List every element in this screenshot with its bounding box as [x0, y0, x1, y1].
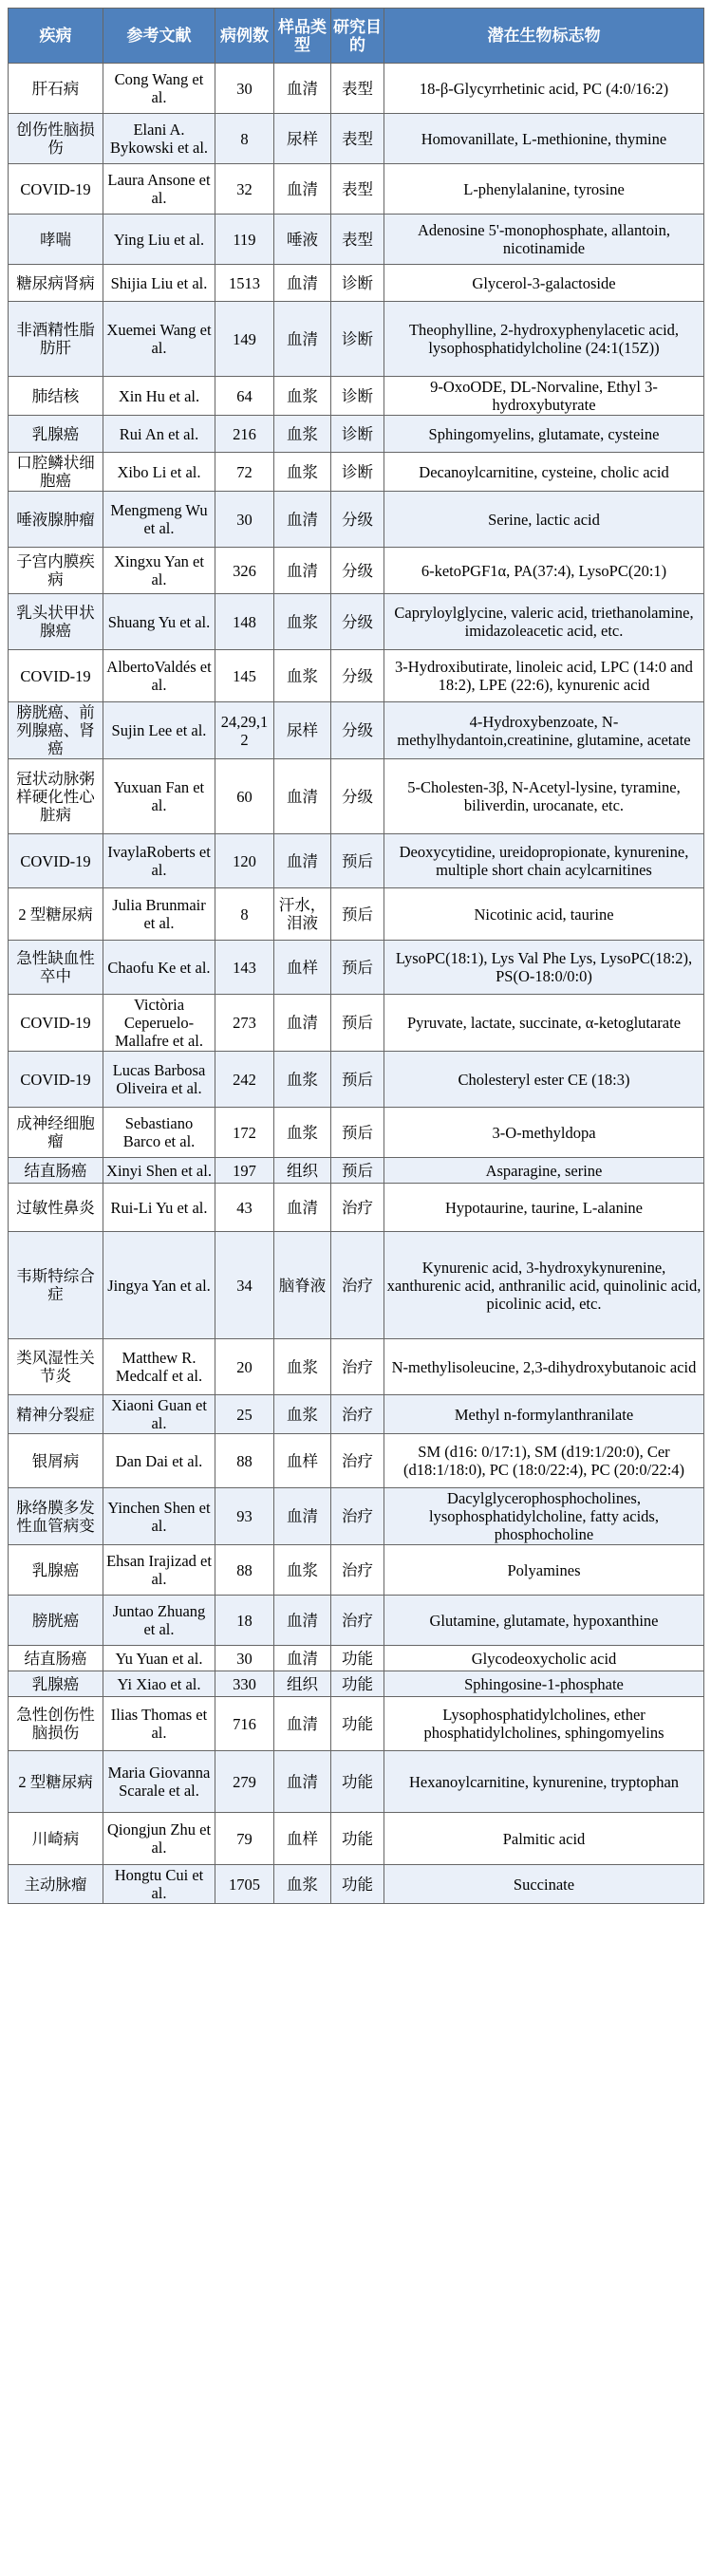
- table-row: [9, 548, 704, 594]
- cell-sample-type: 血浆: [274, 1395, 331, 1434]
- table-row: [9, 1596, 704, 1646]
- cell-sample-type: 血清: [274, 1596, 331, 1646]
- cell-disease: 膀胱癌、前列腺癌、肾癌: [9, 702, 103, 759]
- cell-biomarkers: Glycodeoxycholic acid: [384, 1646, 704, 1671]
- cell-case-count: 172: [215, 1108, 274, 1158]
- cell-purpose: 分级: [331, 650, 384, 702]
- cell-reference: Chaofu Ke et al.: [103, 941, 215, 995]
- table-row: [9, 114, 704, 164]
- cell-disease: 精神分裂症: [9, 1395, 103, 1434]
- cell-purpose: 治疗: [331, 1596, 384, 1646]
- cell-purpose: 治疗: [331, 1395, 384, 1434]
- cell-sample-type: 血浆: [274, 1545, 331, 1596]
- cell-case-count: 326: [215, 548, 274, 594]
- cell-biomarkers: Nicotinic acid, taurine: [384, 888, 704, 941]
- cell-sample-type: 唾液: [274, 215, 331, 265]
- cell-biomarkers: L-phenylalanine, tyrosine: [384, 164, 704, 215]
- cell-case-count: 79: [215, 1813, 274, 1865]
- cell-reference: Victòria Ceperuelo-Mallafre et al.: [103, 995, 215, 1052]
- cell-disease: 类风湿性关节炎: [9, 1339, 103, 1395]
- cell-case-count: 60: [215, 759, 274, 834]
- cell-reference: Jingya Yan et al.: [103, 1232, 215, 1339]
- cell-reference: Xin Hu et al.: [103, 377, 215, 416]
- cell-purpose: 诊断: [331, 302, 384, 377]
- cell-purpose: 功能: [331, 1865, 384, 1904]
- cell-sample-type: 血浆: [274, 650, 331, 702]
- cell-biomarkers: Theophylline, 2-hydroxyphenylacetic acid, lysophosphatidylcholine (24:1(15Z)): [384, 302, 704, 377]
- cell-disease: 子宫内膜疾病: [9, 548, 103, 594]
- cell-reference: Juntao Zhuang et al.: [103, 1596, 215, 1646]
- header-reference: 参考文献: [103, 9, 215, 64]
- cell-sample-type: 血清: [274, 265, 331, 302]
- cell-case-count: 279: [215, 1751, 274, 1813]
- cell-sample-type: 尿样: [274, 114, 331, 164]
- cell-sample-type: 血清: [274, 492, 331, 548]
- cell-purpose: 治疗: [331, 1339, 384, 1395]
- cell-biomarkers: Kynurenic acid, 3-hydroxykynurenine, xanthurenic acid, anthranilic acid, quinolinic acid, picolinic acid, etc.: [384, 1232, 704, 1339]
- cell-disease: COVID-19: [9, 1052, 103, 1108]
- cell-biomarkers: 9-OxoODE, DL-Norvaline, Ethyl 3-hydroxybutyrate: [384, 377, 704, 416]
- cell-sample-type: 血浆: [274, 416, 331, 453]
- cell-reference: Qiongjun Zhu et al.: [103, 1813, 215, 1865]
- table-row: [9, 1158, 704, 1184]
- cell-case-count: 93: [215, 1488, 274, 1545]
- cell-purpose: 治疗: [331, 1184, 384, 1232]
- cell-disease: 主动脉瘤: [9, 1865, 103, 1904]
- cell-purpose: 功能: [331, 1646, 384, 1671]
- cell-disease: 2 型糖尿病: [9, 1751, 103, 1813]
- cell-purpose: 分级: [331, 702, 384, 759]
- table-row: [9, 265, 704, 302]
- cell-sample-type: 血样: [274, 1434, 331, 1488]
- table-row: [9, 215, 704, 265]
- cell-reference: Matthew R. Medcalf et al.: [103, 1339, 215, 1395]
- cell-biomarkers: Hypotaurine, taurine, L-alanine: [384, 1184, 704, 1232]
- cell-disease: 成神经细胞瘤: [9, 1108, 103, 1158]
- table-row: [9, 650, 704, 702]
- cell-case-count: 273: [215, 995, 274, 1052]
- cell-case-count: 34: [215, 1232, 274, 1339]
- cell-sample-type: 血清: [274, 1751, 331, 1813]
- header-case-count: 病例数: [215, 9, 274, 64]
- table-row: [9, 1339, 704, 1395]
- header-biomarkers: 潜在生物标志物: [384, 9, 704, 64]
- table-row: [9, 1813, 704, 1865]
- table-row: [9, 1671, 704, 1697]
- cell-sample-type: 血清: [274, 1646, 331, 1671]
- table-row: [9, 1434, 704, 1488]
- cell-case-count: 8: [215, 114, 274, 164]
- cell-biomarkers: Palmitic acid: [384, 1813, 704, 1865]
- header-disease: 疾病: [9, 9, 103, 64]
- cell-purpose: 功能: [331, 1813, 384, 1865]
- cell-case-count: 30: [215, 492, 274, 548]
- cell-case-count: 149: [215, 302, 274, 377]
- cell-reference: Sebastiano Barco et al.: [103, 1108, 215, 1158]
- cell-disease: 糖尿病肾病: [9, 265, 103, 302]
- cell-sample-type: 血清: [274, 64, 331, 114]
- cell-biomarkers: N-methylisoleucine, 2,3-dihydroxybutanoic acid: [384, 1339, 704, 1395]
- cell-sample-type: 血样: [274, 941, 331, 995]
- cell-biomarkers: Adenosine 5'-monophosphate, allantoin, nicotinamide: [384, 215, 704, 265]
- cell-sample-type: 尿样: [274, 702, 331, 759]
- cell-biomarkers: 3-Hydroxibutirate, linoleic acid, LPC (14:0 and 18:2), LPE (22:6), kynurenic acid: [384, 650, 704, 702]
- cell-purpose: 表型: [331, 64, 384, 114]
- cell-purpose: 预后: [331, 834, 384, 888]
- cell-sample-type: 血清: [274, 834, 331, 888]
- cell-disease: 肺结核: [9, 377, 103, 416]
- cell-sample-type: 血浆: [274, 1339, 331, 1395]
- cell-sample-type: 组织: [274, 1158, 331, 1184]
- cell-reference: Lucas Barbosa Oliveira et al.: [103, 1052, 215, 1108]
- table-row: [9, 1052, 704, 1108]
- cell-biomarkers: 18-β-Glycyrrhetinic acid, PC (4:0/16:2): [384, 64, 704, 114]
- table-row: [9, 702, 704, 759]
- cell-biomarkers: Pyruvate, lactate, succinate, α-ketoglutarate: [384, 995, 704, 1052]
- cell-reference: IvaylaRoberts et al.: [103, 834, 215, 888]
- cell-biomarkers: Serine, lactic acid: [384, 492, 704, 548]
- cell-reference: Yuxuan Fan et al.: [103, 759, 215, 834]
- cell-purpose: 预后: [331, 995, 384, 1052]
- cell-case-count: 32: [215, 164, 274, 215]
- cell-purpose: 功能: [331, 1751, 384, 1813]
- cell-sample-type: 血清: [274, 1697, 331, 1751]
- cell-purpose: 分级: [331, 492, 384, 548]
- table-row: [9, 834, 704, 888]
- cell-sample-type: 血清: [274, 759, 331, 834]
- cell-reference: Rui An et al.: [103, 416, 215, 453]
- cell-biomarkers: 4-Hydroxybenzoate, N-methylhydantoin,creatinine, glutamine, acetate: [384, 702, 704, 759]
- cell-disease: 哮喘: [9, 215, 103, 265]
- cell-biomarkers: 6-ketoPGF1α, PA(37:4), LysoPC(20:1): [384, 548, 704, 594]
- cell-disease: COVID-19: [9, 164, 103, 215]
- table-row: [9, 1545, 704, 1596]
- cell-reference: Maria Giovanna Scarale et al.: [103, 1751, 215, 1813]
- cell-sample-type: 血清: [274, 1184, 331, 1232]
- cell-disease: COVID-19: [9, 995, 103, 1052]
- cell-purpose: 预后: [331, 941, 384, 995]
- cell-biomarkers: Capryloylglycine, valeric acid, triethanolamine, imidazoleacetic acid, etc.: [384, 594, 704, 650]
- cell-biomarkers: 5-Cholesten-3β, N-Acetyl-lysine, tyramine, biliverdin, urocanate, etc.: [384, 759, 704, 834]
- biomarker-table: [8, 8, 704, 1904]
- table-row: [9, 1488, 704, 1545]
- cell-disease: 乳腺癌: [9, 1671, 103, 1697]
- cell-purpose: 治疗: [331, 1232, 384, 1339]
- cell-disease: 唾液腺肿瘤: [9, 492, 103, 548]
- table-row: [9, 453, 704, 492]
- cell-case-count: 88: [215, 1434, 274, 1488]
- header-sample-type: 样品类型: [274, 9, 331, 64]
- cell-biomarkers: LysoPC(18:1), Lys Val Phe Lys, LysoPC(18:2), PS(O-18:0/0:0): [384, 941, 704, 995]
- cell-disease: 急性创伤性脑损伤: [9, 1697, 103, 1751]
- table-row: [9, 888, 704, 941]
- cell-sample-type: 组织: [274, 1671, 331, 1697]
- table-row: [9, 416, 704, 453]
- cell-disease: 非酒精性脂肪肝: [9, 302, 103, 377]
- cell-purpose: 预后: [331, 1052, 384, 1108]
- cell-disease: 创伤性脑损伤: [9, 114, 103, 164]
- cell-purpose: 治疗: [331, 1488, 384, 1545]
- cell-purpose: 表型: [331, 164, 384, 215]
- cell-sample-type: 血清: [274, 1488, 331, 1545]
- table-row: [9, 1184, 704, 1232]
- cell-sample-type: 血浆: [274, 594, 331, 650]
- cell-case-count: 1513: [215, 265, 274, 302]
- cell-biomarkers: Succinate: [384, 1865, 704, 1904]
- cell-reference: Sujin Lee et al.: [103, 702, 215, 759]
- cell-disease: 乳头状甲状腺癌: [9, 594, 103, 650]
- table-row: [9, 594, 704, 650]
- cell-case-count: 145: [215, 650, 274, 702]
- cell-sample-type: 血清: [274, 302, 331, 377]
- cell-sample-type: 血浆: [274, 1052, 331, 1108]
- cell-disease: 结直肠癌: [9, 1646, 103, 1671]
- cell-biomarkers: Cholesteryl ester CE (18:3): [384, 1052, 704, 1108]
- cell-biomarkers: Deoxycytidine, ureidopropionate, kynurenine, multiple short chain acylcarnitines: [384, 834, 704, 888]
- cell-reference: Shijia Liu et al.: [103, 265, 215, 302]
- cell-sample-type: 汗水，泪液: [274, 888, 331, 941]
- cell-sample-type: 血浆: [274, 453, 331, 492]
- cell-reference: Xuemei Wang et al.: [103, 302, 215, 377]
- cell-biomarkers: Decanoylcarnitine, cysteine, cholic acid: [384, 453, 704, 492]
- cell-disease: 结直肠癌: [9, 1158, 103, 1184]
- cell-reference: Ilias Thomas et al.: [103, 1697, 215, 1751]
- cell-case-count: 716: [215, 1697, 274, 1751]
- cell-purpose: 诊断: [331, 416, 384, 453]
- cell-reference: Shuang Yu et al.: [103, 594, 215, 650]
- table-row: [9, 1395, 704, 1434]
- cell-reference: AlbertoValdés et al.: [103, 650, 215, 702]
- cell-sample-type: 血清: [274, 548, 331, 594]
- cell-case-count: 24,29,12: [215, 702, 274, 759]
- cell-disease: 银屑病: [9, 1434, 103, 1488]
- cell-disease: COVID-19: [9, 834, 103, 888]
- cell-reference: Xinyi Shen et al.: [103, 1158, 215, 1184]
- cell-reference: Dan Dai et al.: [103, 1434, 215, 1488]
- cell-disease: COVID-19: [9, 650, 103, 702]
- cell-purpose: 治疗: [331, 1545, 384, 1596]
- header-purpose: 研究目的: [331, 9, 384, 64]
- cell-case-count: 143: [215, 941, 274, 995]
- cell-case-count: 120: [215, 834, 274, 888]
- cell-case-count: 242: [215, 1052, 274, 1108]
- cell-purpose: 治疗: [331, 1434, 384, 1488]
- cell-reference: Xingxu Yan et al.: [103, 548, 215, 594]
- cell-purpose: 诊断: [331, 377, 384, 416]
- table-row: [9, 1751, 704, 1813]
- cell-biomarkers: Sphingosine-1-phosphate: [384, 1671, 704, 1697]
- cell-case-count: 43: [215, 1184, 274, 1232]
- cell-purpose: 功能: [331, 1697, 384, 1751]
- cell-disease: 肝石病: [9, 64, 103, 114]
- cell-purpose: 预后: [331, 1108, 384, 1158]
- cell-reference: Cong Wang et al.: [103, 64, 215, 114]
- cell-sample-type: 血样: [274, 1813, 331, 1865]
- cell-purpose: 分级: [331, 594, 384, 650]
- cell-reference: Xiaoni Guan et al.: [103, 1395, 215, 1434]
- cell-disease: 脉络膜多发性血管病变: [9, 1488, 103, 1545]
- cell-purpose: 表型: [331, 114, 384, 164]
- cell-disease: 川崎病: [9, 1813, 103, 1865]
- table-row: [9, 164, 704, 215]
- cell-reference: Rui-Li Yu et al.: [103, 1184, 215, 1232]
- cell-biomarkers: Sphingomyelins, glutamate, cysteine: [384, 416, 704, 453]
- cell-biomarkers: Hexanoylcarnitine, kynurenine, tryptophan: [384, 1751, 704, 1813]
- cell-disease: 急性缺血性卒中: [9, 941, 103, 995]
- cell-purpose: 分级: [331, 548, 384, 594]
- cell-case-count: 18: [215, 1596, 274, 1646]
- cell-case-count: 1705: [215, 1865, 274, 1904]
- cell-reference: Xibo Li et al.: [103, 453, 215, 492]
- cell-biomarkers: Asparagine, serine: [384, 1158, 704, 1184]
- cell-purpose: 分级: [331, 759, 384, 834]
- cell-purpose: 预后: [331, 1158, 384, 1184]
- cell-case-count: 72: [215, 453, 274, 492]
- cell-sample-type: 脑脊液: [274, 1232, 331, 1339]
- cell-sample-type: 血浆: [274, 377, 331, 416]
- table-row: [9, 759, 704, 834]
- cell-disease: 膀胱癌: [9, 1596, 103, 1646]
- cell-disease: 冠状动脉粥样硬化性心脏病: [9, 759, 103, 834]
- cell-disease: 口腔鳞状细胞癌: [9, 453, 103, 492]
- cell-case-count: 148: [215, 594, 274, 650]
- cell-reference: Ying Liu et al.: [103, 215, 215, 265]
- cell-biomarkers: Methyl n-formylanthranilate: [384, 1395, 704, 1434]
- cell-disease: 过敏性鼻炎: [9, 1184, 103, 1232]
- table-row: [9, 492, 704, 548]
- cell-reference: Laura Ansone et al.: [103, 164, 215, 215]
- cell-reference: Mengmeng Wu et al.: [103, 492, 215, 548]
- cell-case-count: 20: [215, 1339, 274, 1395]
- cell-biomarkers: Glutamine, glutamate, hypoxanthine: [384, 1596, 704, 1646]
- cell-biomarkers: 3-O-methyldopa: [384, 1108, 704, 1158]
- cell-disease: 2 型糖尿病: [9, 888, 103, 941]
- cell-biomarkers: Polyamines: [384, 1545, 704, 1596]
- cell-sample-type: 血浆: [274, 1865, 331, 1904]
- table-row: [9, 941, 704, 995]
- table-row: [9, 64, 704, 114]
- cell-case-count: 88: [215, 1545, 274, 1596]
- cell-purpose: 功能: [331, 1671, 384, 1697]
- cell-case-count: 30: [215, 64, 274, 114]
- cell-case-count: 30: [215, 1646, 274, 1671]
- cell-purpose: 诊断: [331, 265, 384, 302]
- cell-sample-type: 血清: [274, 164, 331, 215]
- cell-sample-type: 血浆: [274, 1108, 331, 1158]
- header-row: [9, 9, 704, 64]
- cell-biomarkers: Lysophosphatidylcholines, ether phosphatidylcholines, sphingomyelins: [384, 1697, 704, 1751]
- cell-purpose: 预后: [331, 888, 384, 941]
- table-row: [9, 1865, 704, 1904]
- table-row: [9, 1646, 704, 1671]
- cell-reference: Elani A. Bykowski et al.: [103, 114, 215, 164]
- cell-case-count: 64: [215, 377, 274, 416]
- cell-disease: 乳腺癌: [9, 1545, 103, 1596]
- cell-case-count: 216: [215, 416, 274, 453]
- table-row: [9, 377, 704, 416]
- cell-biomarkers: Dacylglycerophosphocholines, lysophosphatidylcholine, fatty acids, phosphocholine: [384, 1488, 704, 1545]
- cell-biomarkers: SM (d16: 0/17:1), SM (d19:1/20:0), Cer (d18:1/18:0), PC (18:0/22:4), PC (20:0/22:4): [384, 1434, 704, 1488]
- cell-reference: Yinchen Shen et al.: [103, 1488, 215, 1545]
- table-row: [9, 1232, 704, 1339]
- table-body: [9, 64, 704, 1904]
- table-row: [9, 1697, 704, 1751]
- cell-sample-type: 血清: [274, 995, 331, 1052]
- cell-reference: Hongtu Cui et al.: [103, 1865, 215, 1904]
- cell-purpose: 诊断: [331, 453, 384, 492]
- cell-biomarkers: Homovanillate, L-methionine, thymine: [384, 114, 704, 164]
- table-row: [9, 1108, 704, 1158]
- table-header: [9, 9, 704, 64]
- cell-disease: 韦斯特综合症: [9, 1232, 103, 1339]
- cell-reference: Yi Xiao et al.: [103, 1671, 215, 1697]
- cell-case-count: 8: [215, 888, 274, 941]
- cell-case-count: 25: [215, 1395, 274, 1434]
- cell-case-count: 330: [215, 1671, 274, 1697]
- table-row: [9, 995, 704, 1052]
- cell-disease: 乳腺癌: [9, 416, 103, 453]
- cell-reference: Julia Brunmair et al.: [103, 888, 215, 941]
- cell-case-count: 119: [215, 215, 274, 265]
- cell-reference: Ehsan Irajizad et al.: [103, 1545, 215, 1596]
- table-row: [9, 302, 704, 377]
- cell-biomarkers: Glycerol-3-galactoside: [384, 265, 704, 302]
- cell-case-count: 197: [215, 1158, 274, 1184]
- cell-purpose: 表型: [331, 215, 384, 265]
- cell-reference: Yu Yuan et al.: [103, 1646, 215, 1671]
